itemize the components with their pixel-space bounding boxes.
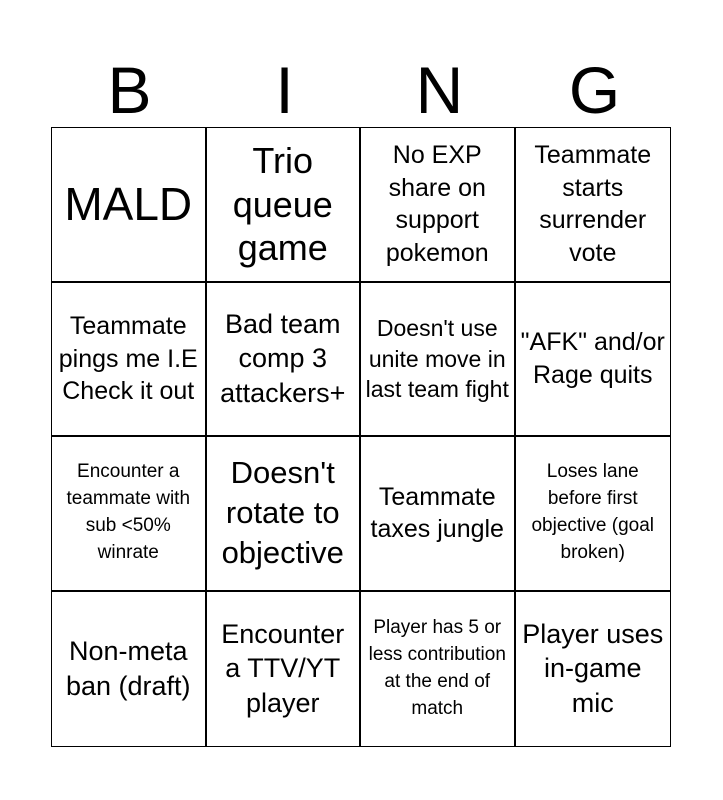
- cell-text: Non-meta ban (draft): [65, 636, 191, 701]
- bingo-cell[interactable]: [516, 437, 671, 592]
- bingo-cell[interactable]: [52, 283, 207, 438]
- header-letter-b: B: [107, 53, 152, 127]
- cell-text: Player has 5 or less contribution at the end of match: [368, 616, 506, 719]
- cell-text: Teammate taxes jungle: [370, 482, 504, 544]
- cell-text: Loses lane before first objective (goal broken): [531, 461, 655, 564]
- bingo-cell[interactable]: [516, 283, 671, 438]
- bingo-cell[interactable]: [207, 437, 362, 592]
- header-letter-g: G: [568, 53, 621, 127]
- cell-text: Player uses in-game mic: [522, 618, 664, 719]
- bingo-cell[interactable]: [361, 128, 516, 283]
- cell-text: Bad team comp 3 attackers+: [220, 308, 346, 409]
- cell-text: Trio queue game: [232, 140, 333, 268]
- cell-text: Encounter a TTV/YT player: [221, 618, 345, 719]
- header-letter-i: I: [275, 53, 294, 127]
- bingo-cell[interactable]: [207, 592, 362, 747]
- cell-text: No EXP share on support pokemon: [385, 141, 489, 267]
- cell-text: MALD: [64, 177, 193, 230]
- cell-text: Doesn't use unite move in last team fight: [365, 315, 509, 402]
- cell-text: Encounter a teammate with sub <50% winrate: [66, 461, 191, 564]
- cell-text: Teammate starts surrender vote: [534, 141, 652, 267]
- cell-text: Doesn't rotate to objective: [221, 454, 344, 571]
- bingo-cell[interactable]: [361, 283, 516, 438]
- cell-text: Teammate pings me I.E Check it out: [58, 312, 198, 405]
- bingo-header: [52, 52, 672, 128]
- bingo-cell[interactable]: [516, 592, 671, 747]
- header-letter-n: N: [415, 53, 464, 127]
- bingo-cell[interactable]: [52, 437, 207, 592]
- bingo-cell[interactable]: [207, 283, 362, 438]
- cell-text: "AFK" and/or Rage quits: [520, 328, 665, 389]
- bingo-cell[interactable]: [207, 128, 362, 283]
- bingo-cell[interactable]: [516, 128, 671, 283]
- bingo-cell[interactable]: [52, 128, 207, 283]
- bingo-cell[interactable]: [361, 592, 516, 747]
- bingo-cell[interactable]: [52, 592, 207, 747]
- bingo-board: [51, 127, 671, 747]
- bingo-cell[interactable]: [361, 437, 516, 592]
